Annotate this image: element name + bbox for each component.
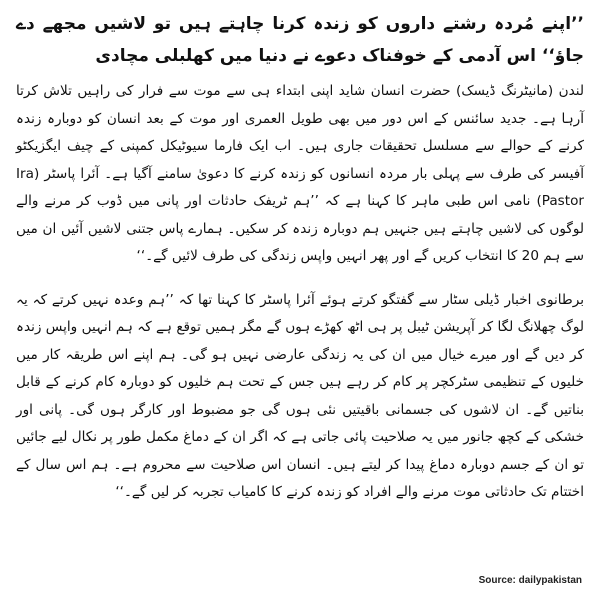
article-paragraph: لندن (مانیٹرنگ ڈیسک) حضرت انسان شاید اپنی ابتداء ہی سے موت سے فرار کی راہیں تلاش کرتا آرہا ہے۔ جدید سائنس کے اس دور میں بھی طویل العمری اور موت کے بعد انسان کو دوبارہ زندہ کرنے کے حوالے سے مسلسل تحقیقات جاری ہیں۔ اب ایک فارما سیوٹیکل کمپنی کے چیف ایگزیکٹو آفیسر کی طرف سے پہلی بار مردہ انسانوں کو زندہ کرنے کا دعویٰ سامنے آگیا ہے۔ آئرا پاسٹر (Ira Pastor) نامی اس طبی ماہر کا کہنا ہے کہ ’’ہم ٹریفک حادثات اور پانی میں ڈوب کر مرنے والے لوگوں کی لاشیں چاہتے ہیں جنہیں ہم دوبارہ زندہ کر سکیں۔ ہمارے پاس جتنی لاشیں آئیں ان میں سے ہم 20 کا انتخاب کریں گے اور پھر انہیں واپس زندگی کی طرف لائیں گے۔‘‘ [16, 83, 584, 264]
article-paragraph: برطانوی اخبار ڈیلی سٹار سے گفتگو کرتے ہوئے آئرا پاسٹر کا کہنا تھا کہ ’’ہم وعدہ نہیں کرتے کہ یہ لوگ چھلانگ لگا کر آپریشن ٹیبل پر ہی اٹھ کھڑے ہوں گے مگر ہمیں توقع ہے کہ ہم انہیں واپس زندہ کر دیں گے اور میرے خیال میں ان کی یہ زندگی عارضی نہیں ہو گی۔ ہم اپنے اس طریقہ کار میں خلیوں کے تنظیمی سٹرکچر پر کام کر رہے ہیں جس کے تحت ہم خلیوں کو دوبارہ کام کرنے کے قابل بناتیں گے۔ ان لاشوں کی جسمانی باقیتیں نئی ہوں گی جو مضبوط اور کارگر ہوں گی۔ پانی اور خشکی کے کچھ جانور میں یہ صلاحیت پائی جاتی ہے کہ اگر ان کے دماغ مکمل طور پر نکال لیے جائیں تو ان کے جسم دوبارہ دماغ پیدا کر لیتے ہیں۔ انسان اس صلاحیت سے محروم ہے۔ ہم اس سال کے اختتام تک حادثاتی موت مرنے والے افراد کو زندہ کرنے کا کامیاب تجربہ کر لیں گے۔‘‘ [16, 291, 584, 500]
article-headline: ’’اپنے مُردہ رشتے داروں کو زندہ کرنا چاہتے ہیں تو لاشیں مجھے دے جاؤ‘‘ اس آدمی کے خوفناک دعوے نے دنیا میں کھلبلی مچادی [16, 14, 584, 66]
source-credit: Source: dailypakistan [478, 575, 582, 586]
